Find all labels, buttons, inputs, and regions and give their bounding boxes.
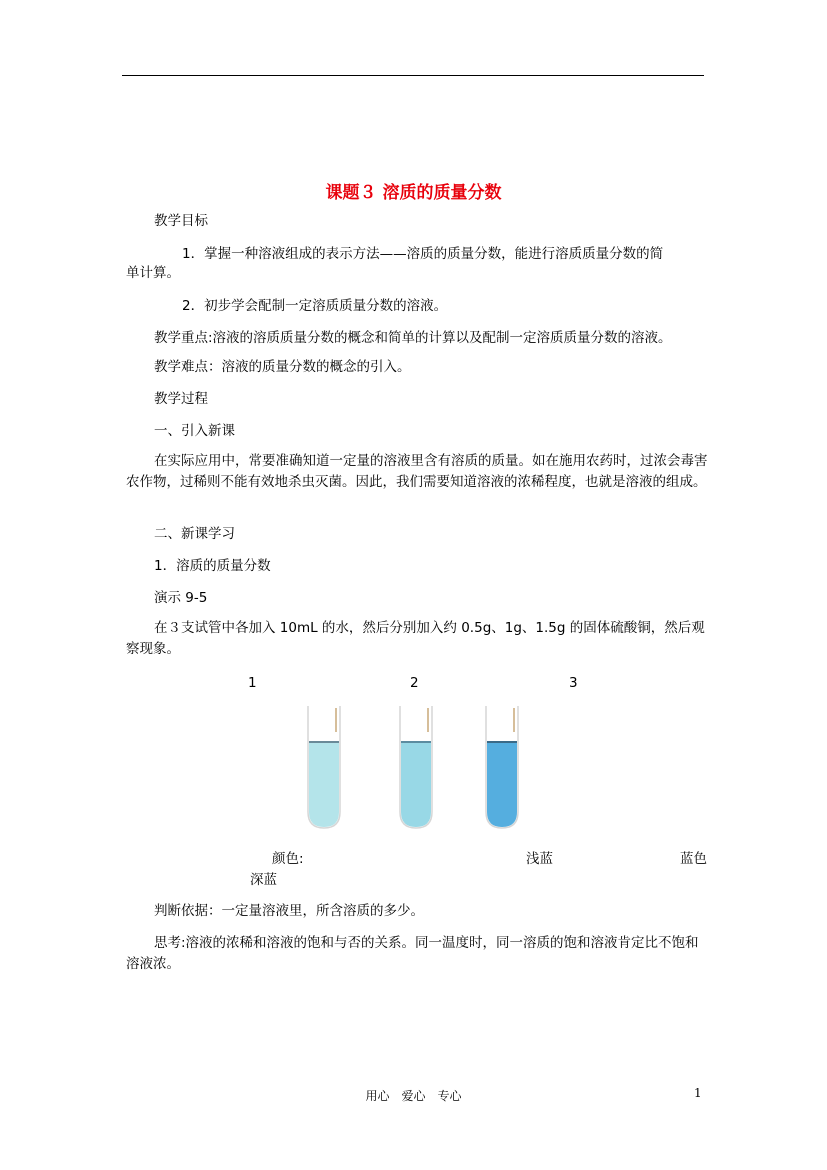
objective-1-line1: 1．掌握一种溶液组成的表示方法——溶质的质量分数，能进行溶质质量分数的简 <box>182 246 664 262</box>
section-1-heading: 一、引入新课 <box>154 423 235 439</box>
test-tube-1 <box>302 704 346 832</box>
test-tube-2 <box>394 704 438 832</box>
page-title: 课题３ 溶质的质量分数 <box>325 183 502 203</box>
basis-text: 判断依据：一定量溶液里，所含溶质的多少。 <box>154 903 424 919</box>
objectives-heading: 教学目标 <box>154 213 208 229</box>
color-light-blue: 浅蓝 <box>526 851 553 867</box>
color-label: 颜色: <box>272 851 304 867</box>
objective-2: 2．初步学会配制一定溶质质量分数的溶液。 <box>182 298 448 314</box>
section-2-heading: 二、新课学习 <box>154 526 235 542</box>
intro-paragraph: 在实际应用中，常要准确知道一定量的溶液里含有溶质的质量。如在施用农药时，过浓会毒害农作物，过稀则不能有效地杀虫灭菌。因此，我们需要知道溶液的浓稀程度，也就是溶液的组成。 <box>126 453 708 490</box>
demo-label: 演示 9-5 <box>154 590 208 606</box>
demo-paragraph: 在３支试管中各加入 10mL 的水，然后分别加入约 0.5g、1g、1.5g 的固体硫酸铜，然后观察现象。 <box>126 620 705 657</box>
header-rule <box>122 75 704 76</box>
tube-number-1: 1 <box>248 675 257 691</box>
color-deep-blue: 深蓝 <box>250 872 277 888</box>
tube-number-3: 3 <box>569 675 578 691</box>
think-paragraph: 思考:溶液的浓稀和溶液的饱和与否的关系。同一温度时，同一溶质的饱和溶液肯定比不饱和溶液浓。 <box>126 935 699 972</box>
process-heading: 教学过程 <box>154 391 208 407</box>
subsection-1-heading: 1．溶质的质量分数 <box>154 558 271 574</box>
color-blue: 蓝色 <box>680 851 707 867</box>
objective-1-line2: 单计算。 <box>126 265 180 281</box>
page-number: 1 <box>694 1086 702 1100</box>
footer-text: 用心 爱心 专心 <box>365 1089 462 1103</box>
difficulty: 教学难点：溶液的质量分数的概念的引入。 <box>154 359 411 375</box>
test-tube-3 <box>480 704 524 832</box>
tube-number-2: 2 <box>410 675 419 691</box>
key-point: 教学重点:溶液的溶质质量分数的概念和简单的计算以及配制一定溶质质量分数的溶液。 <box>154 330 672 346</box>
